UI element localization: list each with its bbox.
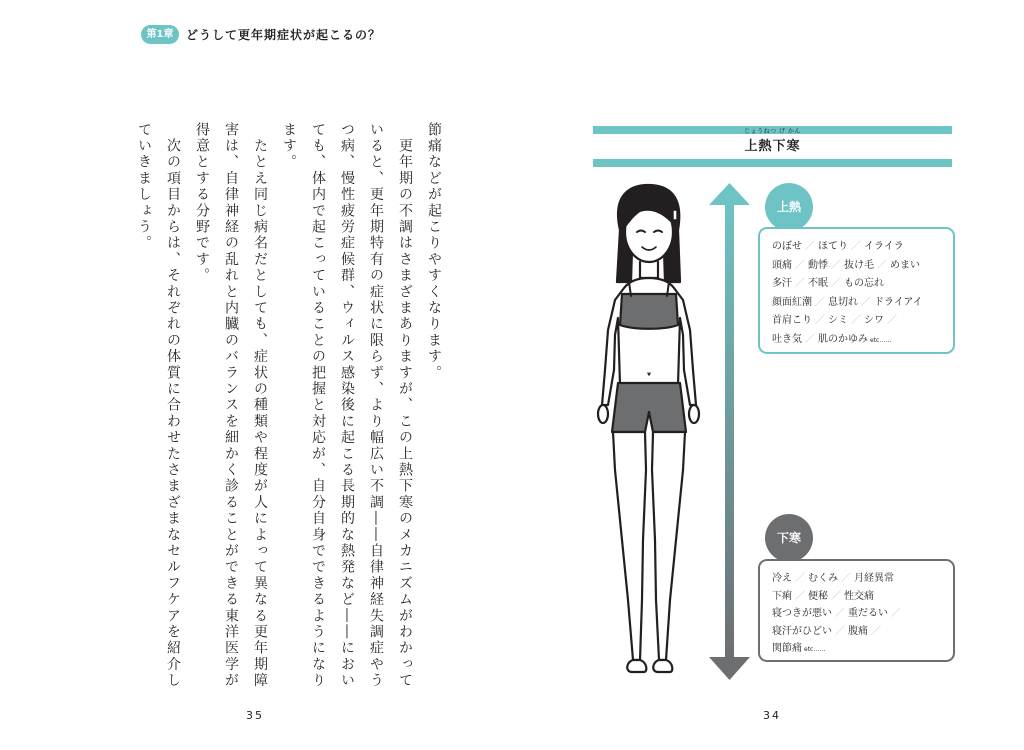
page-number-left: 35 [246,709,264,722]
symptom: シワ [864,315,884,326]
body-figure-illustration [595,180,760,685]
paragraph: 節痛などが起こりやすくなります。 [426,122,442,382]
symptom-row: 顔面紅潮 ／ 息切れ ／ ドライアイ [772,296,923,308]
symptom: 重だるい [848,608,888,619]
symptom-row: 冷え ／ むくみ ／ 月経異常 [772,573,894,584]
symptom: 吐き気 [772,333,802,345]
etc-note: etc…… [804,646,826,653]
symptom: 抜け毛 [844,259,874,271]
symptom: 多汗 [772,278,792,289]
paragraph: たとえ同じ病名だとしても、症状の種類や程度が人によって異なる更年期障害は、自律神経の乱れと内臓のバランスを細かく診ることができる東洋医学が得意とする分野です。 [194,122,268,689]
symptom: 顔面紅潮 [772,296,812,308]
symptom-row: 寝つきが悪い ／ 重だるい ／ [772,608,901,619]
symptom: 便秘 [808,590,828,602]
symptom: むくみ [808,573,838,584]
symptom: 寝汗がひどい [772,625,832,637]
symptom: 不眠 [808,278,828,289]
symptom-row: のぼせ ／ ほてり ／ イライラ [772,241,904,252]
chapter-badge: 第1章 [141,25,179,44]
symptom: イライラ [864,241,904,252]
symptom: 関節痛 [772,643,802,654]
symptom-row: 首肩こり ／ シミ ／ シワ ／ [772,315,897,326]
symptom: 冷え [772,573,792,584]
symptom: 動悸 [808,259,828,271]
symptom: 肌のかゆみ [818,333,868,345]
page-number-right: 34 [763,709,781,722]
symptom: ほてり [818,241,848,252]
symptom: ドライアイ [874,296,923,308]
woman-figure [598,185,699,672]
temperature-gradient-arrow [709,183,750,680]
upper-heat-symptoms-box [758,227,955,354]
diagram-title-banner [593,126,952,167]
chapter-title: どうして更年期症状が起こるの？ [186,28,382,42]
symptom-row: 寝汗がひどい ／ 腹痛 ／ [772,625,881,637]
symptom: めまい [890,259,920,271]
lower-cold-symptoms-box [758,559,955,662]
title-ruby: じょうねつ げ かん [744,128,801,135]
body-text [108,122,448,697]
symptom-row: 下痢 ／ 便秘 ／ 性交痛 [772,590,874,602]
symptom: 首肩こり [772,315,812,326]
symptom: 月経異常 [854,573,894,584]
symptom-row: 多汗 ／ 不眠 ／ もの忘れ [772,278,884,289]
symptom: 腹痛 [848,625,868,637]
symptom: シミ [828,315,848,326]
symptom-row: 頭痛 ／ 動悸 ／ 抜け毛 ／ めまい [772,259,920,271]
lower-cold-label: 下寒 [765,514,813,562]
symptom: 寝つきが悪い [772,608,832,619]
symptom: のぼせ [772,241,802,252]
paragraph: 次の項目からは、それぞれの体質に合わせたさまざまなセルフケアを紹介していきましょう。 [136,122,181,689]
symptom: もの忘れ [844,278,884,289]
diagram-title: 上熱下寒 [744,139,801,154]
upper-heat-label: 上熱 [765,183,813,231]
symptom: 性交痛 [844,590,874,602]
symptom-row: 吐き気 ／ 肌のかゆみ etc…… [772,333,892,345]
symptom-row [772,640,947,658]
symptom: 下痢 [772,590,792,602]
symptom: 頭痛 [772,259,792,271]
symptom: 息切れ [828,296,858,308]
etc-note: etc…… [870,336,892,344]
paragraph: 更年期の不調はさまざまありますが、この上熱下寒のメカニズムがわかっていると、更年期特有の症状に限らず、より幅広い不調――自律神経失調症やうつ病、慢性疲労症候群、ウィルス感染後に起こる長期的な熱発など――においても、体内で起こっていることの把握と対応が、自分自身でできるようになります。 [281,122,413,689]
